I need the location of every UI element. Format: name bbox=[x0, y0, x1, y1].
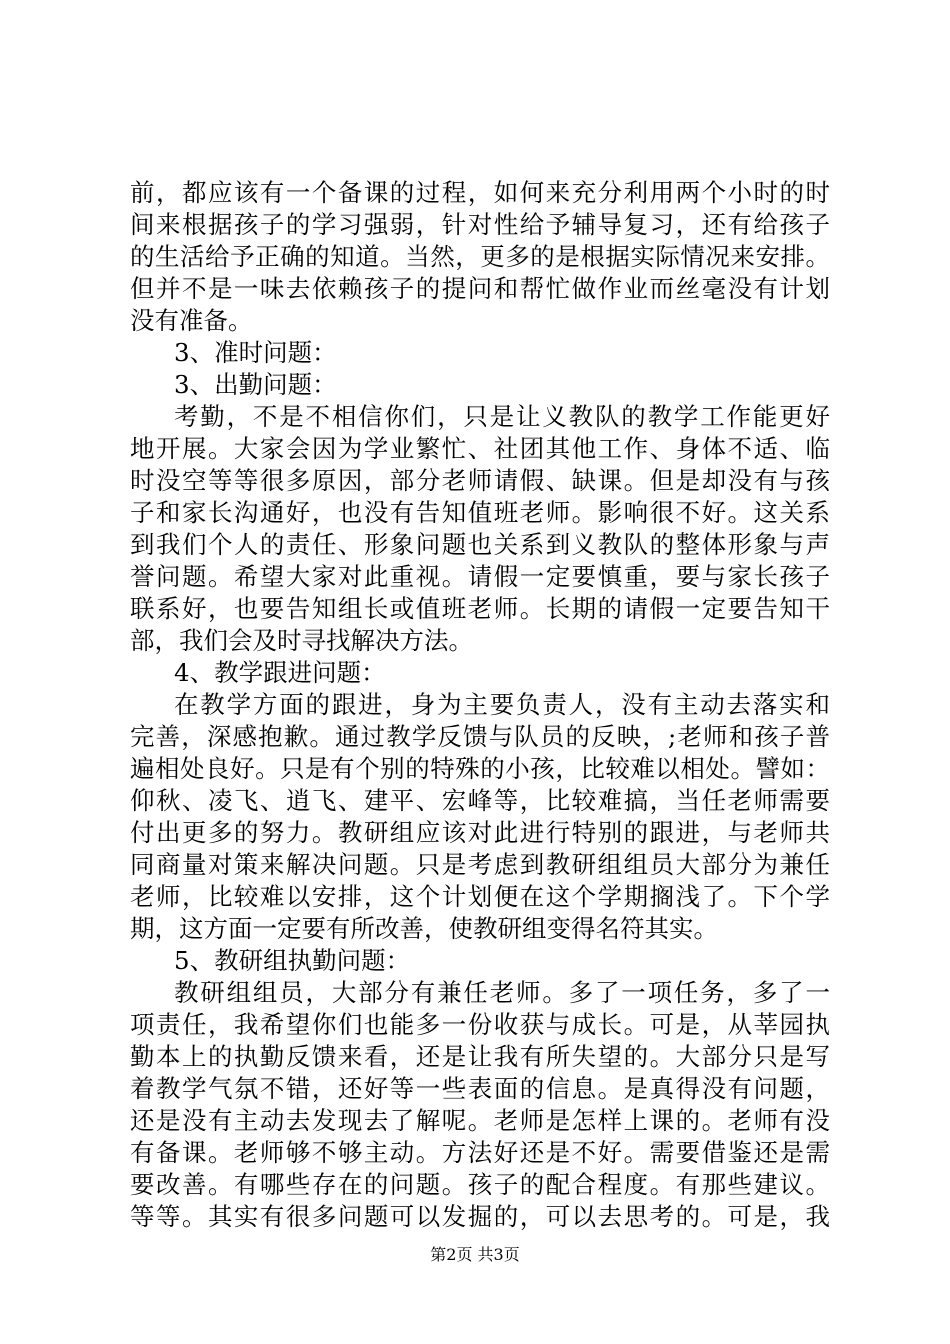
text-line: 没有准备。 bbox=[130, 306, 253, 335]
text-line: 考勤，不是不相信你们，只是让义教队的教学工作能更好 bbox=[174, 402, 830, 431]
section-heading: 3、出勤问题： bbox=[174, 370, 337, 399]
section-heading: 4、教学跟进问题： bbox=[174, 658, 386, 687]
text-line: 等等。其实有很多问题可以发掘的，可以去思考的。可是，我 bbox=[130, 1202, 830, 1231]
page-footer: 第2页 共3页 bbox=[430, 1245, 520, 1264]
text-line: 项责任，我希望你们也能多一份收获与成长。可是，从莘园执 bbox=[130, 1010, 830, 1039]
text-line: 教研组组员，大部分有兼任老师。多了一项任务，多了一 bbox=[174, 978, 830, 1007]
text-line: 前，都应该有一个备课的过程，如何来充分利用两个小时的时 bbox=[130, 178, 830, 207]
text-line: 有备课。老师够不够主动。方法好还是不好。需要借鉴还是需 bbox=[130, 1138, 830, 1167]
text-line: 地开展。大家会因为学业繁忙、社团其他工作、身体不适、临 bbox=[130, 434, 830, 463]
text-line: 时没空等等很多原因，部分老师请假、缺课。但是却没有与孩 bbox=[130, 466, 830, 495]
text-line: 子和家长沟通好，也没有告知值班老师。影响很不好。这关系 bbox=[130, 498, 830, 527]
text-line: 在教学方面的跟进，身为主要负责人，没有主动去落实和 bbox=[174, 690, 830, 719]
text-line: 期，这方面一定要有所改善，使教研组变得名符其实。 bbox=[130, 914, 718, 943]
text-line: 还是没有主动去发现去了解呢。老师是怎样上课的。老师有没 bbox=[130, 1106, 830, 1135]
text-line: 付出更多的努力。教研组应该对此进行特别的跟进，与老师共 bbox=[130, 818, 830, 847]
text-line: 要改善。有哪些存在的问题。孩子的配合程度。有那些建议。 bbox=[130, 1170, 830, 1199]
text-line: 间来根据孩子的学习强弱，针对性给予辅导复习，还有给孩子 bbox=[130, 210, 830, 239]
text-line: 的生活给予正确的知道。当然，更多的是根据实际情况来安排。 bbox=[130, 242, 830, 271]
text-line: 完善，深感抱歉。通过教学反馈与队员的反映，;老师和孩子普 bbox=[130, 722, 830, 751]
text-line: 遍相处良好。只是有个别的特殊的小孩，比较难以相处。譬如： bbox=[130, 754, 830, 783]
text-line: 仰秋、凌飞、逍飞、建平、宏峰等，比较难搞，当任老师需要 bbox=[130, 786, 830, 815]
section-heading: 5、教研组执勤问题： bbox=[174, 946, 411, 975]
text-line: 老师，比较难以安排，这个计划便在这个学期搁浅了。下个学 bbox=[130, 882, 830, 911]
text-line: 部，我们会及时寻找解决方法。 bbox=[130, 626, 473, 655]
text-line: 但并不是一味去依赖孩子的提问和帮忙做作业而丝毫没有计划 bbox=[130, 274, 830, 303]
section-heading: 3、准时问题： bbox=[174, 338, 337, 367]
text-line: 同商量对策来解决问题。只是考虑到教研组组员大部分为兼任 bbox=[130, 850, 830, 879]
text-line: 到我们个人的责任、形象问题也关系到义教队的整体形象与声 bbox=[130, 530, 830, 559]
text-line: 誉问题。希望大家对此重视。请假一定要慎重，要与家长孩子 bbox=[130, 562, 830, 591]
text-line: 勤本上的执勤反馈来看，还是让我有所失望的。大部分只是写 bbox=[130, 1042, 830, 1071]
text-line: 联系好，也要告知组长或值班老师。长期的请假一定要告知干 bbox=[130, 594, 830, 623]
text-line: 着教学气氛不错，还好等一些表面的信息。是真得没有问题， bbox=[130, 1074, 830, 1103]
document-body bbox=[130, 177, 830, 1233]
